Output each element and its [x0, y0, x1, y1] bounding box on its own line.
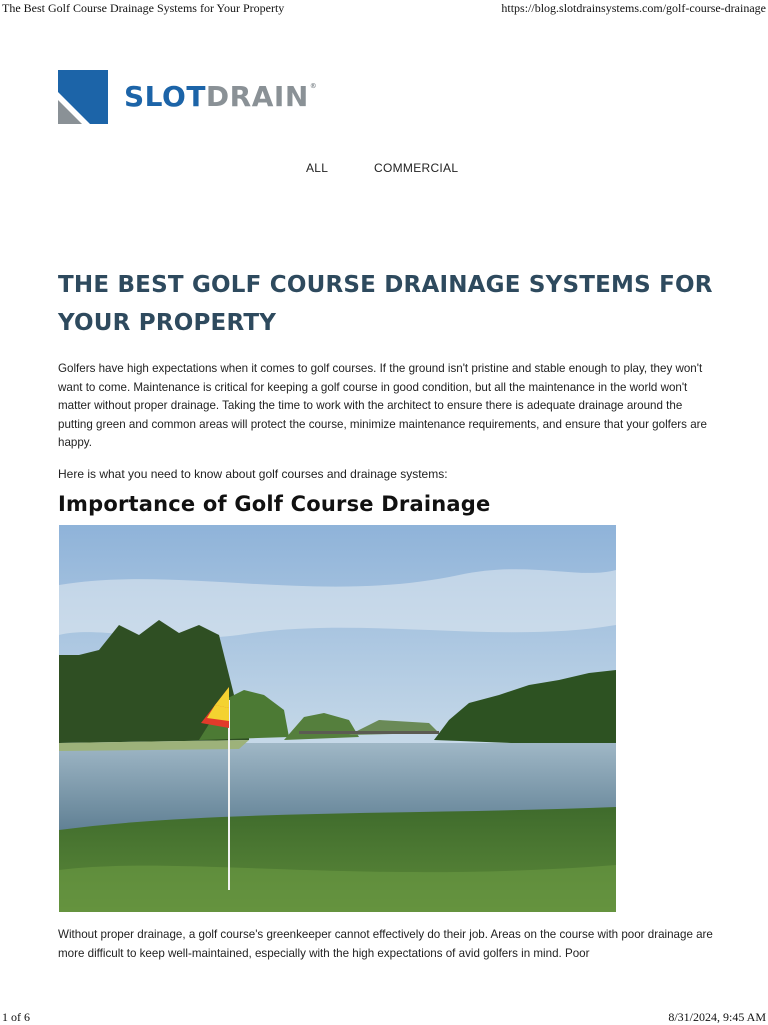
- logo-text-slot: SLOT: [124, 79, 206, 113]
- golf-course-pond-photo: [59, 525, 616, 912]
- print-header: [0, 0, 768, 18]
- article-lead-in-paragraph: Here is what you need to know about golf courses and drainage systems:: [58, 467, 448, 481]
- print-header-title: The Best Golf Course Drainage Systems for Your Property: [2, 1, 285, 15]
- article-title: THE BEST GOLF COURSE DRAINAGE SYSTEMS FOR YOUR PROPERTY: [58, 272, 713, 336]
- article-body-paragraph: Without proper drainage, a golf course's greenkeeper cannot effectively do their job. Areas on the course with poor drainage are more difficult to keep well-maintained, especially with the high expectations of avid golfers in mind. Poor: [58, 928, 713, 960]
- logo-wordmark: [124, 79, 318, 113]
- logo-text-drain: DRAIN: [205, 79, 309, 113]
- article-intro-paragraph: Golfers have high expectations when it comes to golf courses. If the ground isn't pristine and stable enough to play, they won't want to come. Maintenance is critical for keeping a golf course in good condition, but all the maintenance in the world won't matter without proper drainage. Taking the time to work with the architect to ensure there is adequate drainage around the putting green and common areas will protect the course, minimize maintenance requirements, and ensure that your golfers are happy.: [58, 362, 707, 449]
- nav-item-all[interactable]: ALL: [306, 161, 329, 175]
- slotdrain-logo[interactable]: [58, 69, 317, 124]
- print-footer: [0, 1008, 768, 1024]
- page-number: 1 of 6: [2, 1010, 30, 1024]
- registered-mark: ®: [309, 81, 318, 90]
- slotdrain-logo-icon: [58, 70, 108, 124]
- print-datetime: 8/31/2024, 9:45 AM: [668, 1010, 766, 1024]
- category-nav: [0, 161, 768, 177]
- print-header-url: https://blog.slotdrainsystems.com/golf-course-drainage: [501, 1, 766, 15]
- nav-item-commercial[interactable]: COMMERCIAL: [374, 161, 459, 175]
- section-heading: Importance of Golf Course Drainage: [58, 492, 491, 516]
